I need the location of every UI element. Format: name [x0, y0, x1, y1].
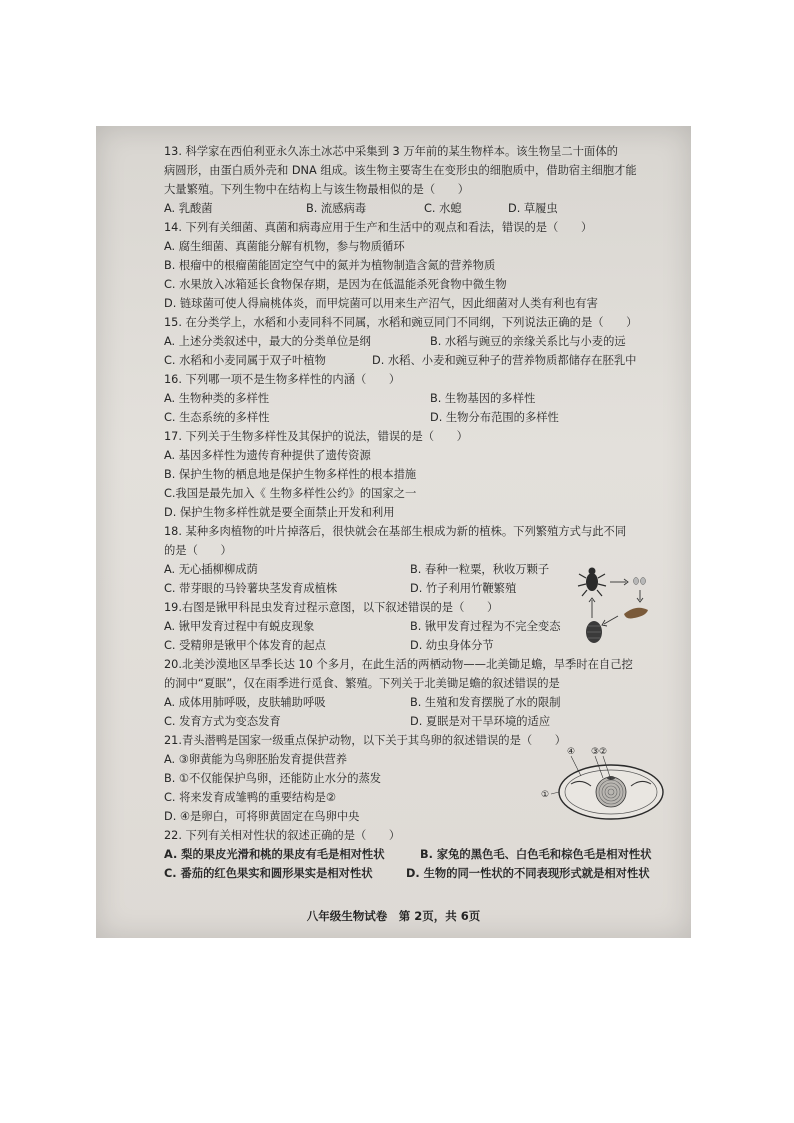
- text-line: [96, 332, 691, 351]
- egg-label-4: ④: [567, 747, 576, 757]
- text-segment: C. 番茄的红色果实和圆形果实是相对性状: [164, 867, 373, 880]
- egg-label-2: ②: [599, 747, 608, 757]
- text-segment: B. 生殖和发育摆脱了水的限制: [410, 696, 561, 709]
- text-segment: A. 乳酸菌: [164, 202, 213, 215]
- text-line: [96, 199, 691, 218]
- text-segment: C. 发育方式为变态发育: [164, 715, 281, 728]
- beetle-life-cycle-figure: [574, 566, 686, 648]
- text-segment: D. 保护生物多样性就是要全面禁止开发和利用: [164, 506, 395, 519]
- text-segment: D. 水稻、小麦和豌豆种子的营养物质都储存在胚乳中: [372, 354, 637, 367]
- text-line: [96, 693, 691, 712]
- text-segment: 13. 科学家在西伯利亚永久冻土冰芯中采集到 3 万年前的某生物样本。该生物呈二十面体的: [164, 145, 618, 158]
- text-segment: B. 根瘤中的根瘤菌能固定空气中的氮并为植物制造含氮的营养物质: [164, 259, 496, 272]
- text-line: [96, 541, 691, 560]
- exam-photo: [96, 126, 691, 938]
- text-segment: 21.青头潜鸭是国家一级重点保护动物，以下关于其鸟卵的叙述错误的是（ ）: [164, 734, 567, 747]
- text-segment: D. 竹子利用竹鞭繁殖: [410, 582, 517, 595]
- page-footer: 八年级生物试卷 第 2页，共 6页: [306, 909, 481, 923]
- text-segment: 大量繁殖。下列生物中在结构上与该生物最相似的是（ ）: [164, 183, 470, 196]
- text-segment: A. 成体用肺呼吸，皮肤辅助呼吸: [164, 696, 326, 709]
- pupa-icon: [586, 621, 602, 643]
- text-line: [96, 218, 691, 237]
- text-segment: B. 保护生物的栖息地是保护生物多样性的根本措施: [164, 468, 417, 481]
- text-segment: A. 上述分类叙述中，最大的分类单位是纲: [164, 335, 371, 348]
- text-segment: 病圆形，由蛋白质外壳和 DNA 组成。该生物主要寄生在变形虫的细胞质中，借助宿主细胞才能: [164, 164, 637, 177]
- text-segment: D. 夏眠是对干旱环境的适应: [410, 715, 551, 728]
- yolk-icon: [596, 777, 626, 807]
- text-segment: D. ④是卵白，可将卵黄固定在鸟卵中央: [164, 810, 360, 823]
- text-line: [96, 370, 691, 389]
- text-segment: B. 水稻与豌豆的亲缘关系比与小麦的远: [430, 335, 626, 348]
- text-segment: 22. 下列有关相对性状的叙述正确的是（ ）: [164, 829, 401, 842]
- text-line: [96, 712, 691, 731]
- text-line: [96, 237, 691, 256]
- egg-label-1: ①: [541, 790, 550, 800]
- text-segment: C. 水螅: [424, 202, 462, 215]
- text-segment: 的洞中“夏眠”，仅在雨季进行觅食、繁殖。下列关于北美锄足蟾的叙述错误的是: [164, 677, 560, 690]
- text-line: [96, 351, 691, 370]
- text-segment: D. 草履虫: [508, 202, 558, 215]
- text-segment: 14. 下列有关细菌、真菌和病毒应用于生产和生活中的观点和看法，错误的是（ ）: [164, 221, 593, 234]
- text-line: [96, 826, 691, 845]
- text-segment: D. 生物的同一性状的不同表现形式就是相对性状: [406, 867, 650, 880]
- text-segment: D. 幼虫身体分节: [410, 639, 494, 652]
- text-segment: D. 生物分布范围的多样性: [430, 411, 559, 424]
- text-segment: 17. 下列关于生物多样性及其保护的说法，错误的是（ ）: [164, 430, 468, 443]
- text-segment: A. 梨的果皮光滑和桃的果皮有毛是相对性状: [164, 848, 385, 861]
- text-line: [96, 864, 691, 883]
- text-segment: 的是（ ）: [164, 544, 232, 557]
- text-segment: A. 基因多样性为遗传育种提供了遗传资源: [164, 449, 371, 462]
- text-line: [96, 161, 691, 180]
- text-line: [96, 522, 691, 541]
- text-segment: C. 将来发育成雏鸭的重要结构是②: [164, 791, 337, 804]
- text-line: [96, 142, 691, 161]
- eggs-icon: [634, 578, 646, 585]
- text-segment: B. 锹甲发育过程为不完全变态: [410, 620, 561, 633]
- text-segment: C. 水果放入冰箱延长食物保存期，是因为在低温能杀死食物中微生物: [164, 278, 507, 291]
- text-segment: D. 链球菌可使人得扁桃体炎，而甲烷菌可以用来生产沼气，因此细菌对人类有利也有害: [164, 297, 598, 310]
- text-line: [96, 503, 691, 522]
- text-segment: A. 无心插柳柳成荫: [164, 563, 258, 576]
- text-segment: 15. 在分类学上，水稻和小麦同科不同属，水稻和豌豆同门不同纲，下列说法正确的是（ ）: [164, 316, 638, 329]
- text-segment: B. 家兔的黑色毛、白色毛和棕色毛是相对性状: [420, 848, 652, 861]
- text-line: [96, 313, 691, 332]
- text-segment: A. 生物种类的多样性: [164, 392, 270, 405]
- text-segment: 20.北美沙漠地区旱季长达 10 个多月，在此生活的两栖动物——北美锄足蟾，旱季时在自己挖: [164, 658, 633, 671]
- text-line: [96, 484, 691, 503]
- text-segment: 18. 某种多肉植物的叶片掉落后，很快就会在基部生根成为新的植株。下列繁殖方式与此不同: [164, 525, 627, 538]
- text-line: [96, 256, 691, 275]
- larva-icon: [624, 608, 648, 619]
- text-segment: B. 生物基因的多样性: [430, 392, 536, 405]
- text-line: [96, 655, 691, 674]
- text-segment: B. 春种一粒粟，秋收万颗子: [410, 563, 550, 576]
- text-segment: A. ③卵黄能为鸟卵胚胎发育提供营养: [164, 753, 347, 766]
- text-line: [96, 845, 691, 864]
- bird-egg-structure-figure: [541, 740, 676, 822]
- text-segment: C. 生态系统的多样性: [164, 411, 270, 424]
- text-line: [96, 294, 691, 313]
- egg-label-3: ③: [591, 747, 600, 757]
- adult-beetle-icon: [578, 568, 606, 597]
- text-segment: B. 流感病毒: [306, 202, 367, 215]
- text-segment: 16. 下列哪一项不是生物多样性的内涵（ ）: [164, 373, 401, 386]
- text-segment: C.我国是最先加入《 生物多样性公约》的国家之一: [164, 487, 417, 500]
- text-line: [96, 446, 691, 465]
- text-segment: C. 带芽眼的马铃薯块茎发育成植株: [164, 582, 338, 595]
- text-line: [96, 180, 691, 199]
- text-line: [96, 275, 691, 294]
- text-line: [96, 389, 691, 408]
- text-line: [96, 465, 691, 484]
- text-segment: A. 腐生细菌、真菌能分解有机物，参与物质循环: [164, 240, 405, 253]
- text-segment: C. 水稻和小麦同属于双子叶植物: [164, 354, 326, 367]
- text-segment: C. 受精卵是锹甲个体发育的起点: [164, 639, 326, 652]
- text-line: [96, 408, 691, 427]
- text-segment: B. ①不仅能保护鸟卵，还能防止水分的蒸发: [164, 772, 382, 785]
- text-segment: A. 锹甲发育过程中有蜕皮现象: [164, 620, 315, 633]
- text-segment: 19.右图是锹甲科昆虫发育过程示意图，以下叙述错误的是（ ）: [164, 601, 499, 614]
- text-line: [96, 674, 691, 693]
- text-line: [96, 427, 691, 446]
